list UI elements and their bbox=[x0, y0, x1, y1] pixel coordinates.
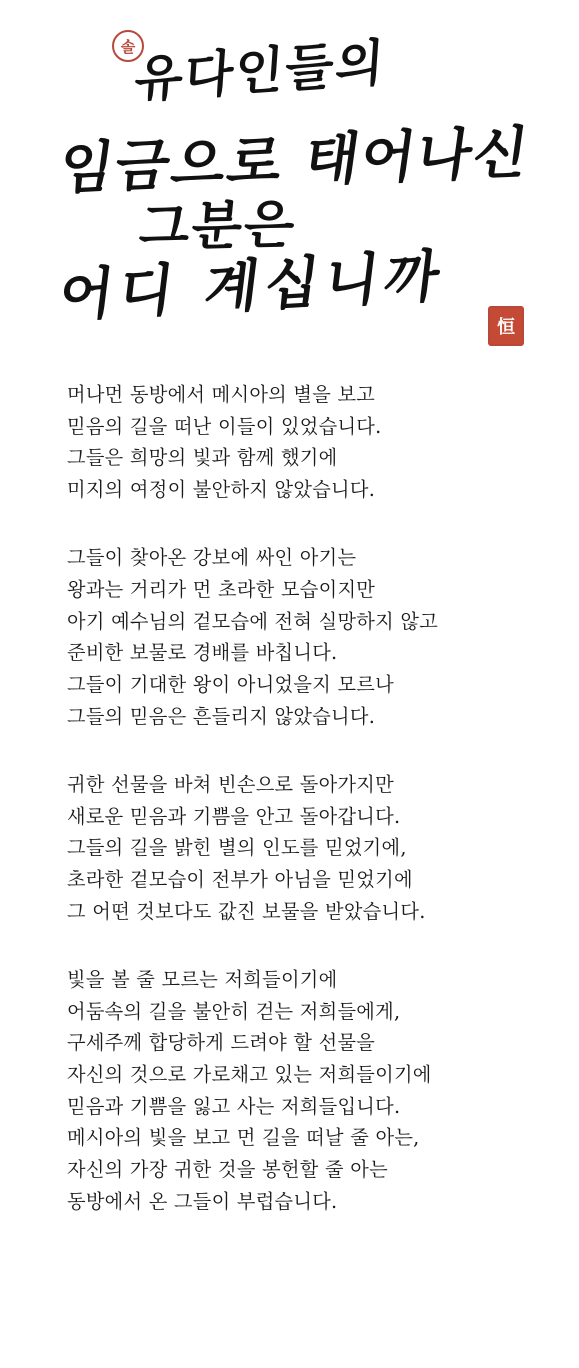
seal-stamp-top: 솔 bbox=[112, 30, 144, 62]
poem-line: 그들의 믿음은 흔들리지 않았습니다. bbox=[67, 704, 376, 728]
poem-body bbox=[67, 379, 557, 1254]
poem-line: 초라한 겉모습이 전부가 아님을 믿었기에 bbox=[67, 867, 413, 891]
poem-line: 그들이 기대한 왕이 아니었을지 모르나 bbox=[67, 673, 394, 696]
poem-line: 믿음의 길을 떠난 이들이 있었습니다. bbox=[67, 414, 382, 438]
calligraphy-line-2: 임금으로 태어나신 bbox=[54, 119, 535, 203]
calligraphy-line-4: 어디 계십니까 bbox=[55, 242, 450, 330]
poem-line: 그들의 길을 밝힌 별의 인도를 믿었기에, bbox=[67, 836, 407, 860]
poem-stanza bbox=[67, 379, 557, 506]
calligraphy-line-3: 그분은 bbox=[136, 194, 299, 259]
seal-stamp-bottom: 恒 bbox=[488, 306, 524, 346]
poem-stanza bbox=[67, 964, 557, 1218]
poem-line: 귀한 선물을 바쳐 빈손으로 돌아가지만 bbox=[67, 772, 394, 796]
poem-line: 어둠속의 길을 불안히 걷는 저희들에게, bbox=[67, 999, 401, 1023]
poem-line: 미지의 여정이 불안하지 않았습니다. bbox=[67, 478, 376, 502]
poem-line: 구세주께 합당하게 드려야 할 선물을 bbox=[67, 1031, 376, 1055]
poem-line: 새로운 믿음과 기쁨을 안고 돌아갑니다. bbox=[67, 804, 401, 828]
poem-line: 준비한 보물로 경배를 바칩니다. bbox=[67, 641, 338, 665]
poem-stanza bbox=[67, 542, 557, 732]
poem-stanza bbox=[67, 769, 557, 927]
poem-line: 동방에서 온 그들이 부럽습니다. bbox=[67, 1189, 338, 1213]
poem-line: 머나먼 동방에서 메시아의 별을 보고 bbox=[67, 383, 376, 406]
poem-line: 그들이 찾아온 강보에 싸인 아기는 bbox=[67, 546, 357, 570]
poem-line: 믿음과 기쁨을 잃고 사는 저희들입니다. bbox=[67, 1094, 401, 1118]
poem-line: 자신의 것으로 가로채고 있는 저희들이기에 bbox=[67, 1062, 432, 1086]
poem-line: 자신의 가장 귀한 것을 봉헌할 줄 아는 bbox=[67, 1157, 388, 1181]
poem-line: 그 어떤 것보다도 값진 보물을 받았습니다. bbox=[67, 899, 426, 923]
poem-line: 아기 예수님의 겉모습에 전혀 실망하지 않고 bbox=[67, 609, 439, 633]
poem-line: 왕과는 거리가 먼 초라한 모습이지만 bbox=[67, 577, 376, 601]
calligraphy-line-1: 유다인들의 bbox=[132, 32, 388, 110]
calligraphy-title bbox=[0, 0, 579, 360]
poem-line: 그들은 희망의 빛과 함께 했기에 bbox=[67, 446, 338, 470]
poem-line: 메시아의 빛을 보고 먼 길을 떠날 줄 아는, bbox=[67, 1126, 420, 1150]
poem-line: 빛을 볼 줄 모르는 저희들이기에 bbox=[67, 967, 338, 991]
